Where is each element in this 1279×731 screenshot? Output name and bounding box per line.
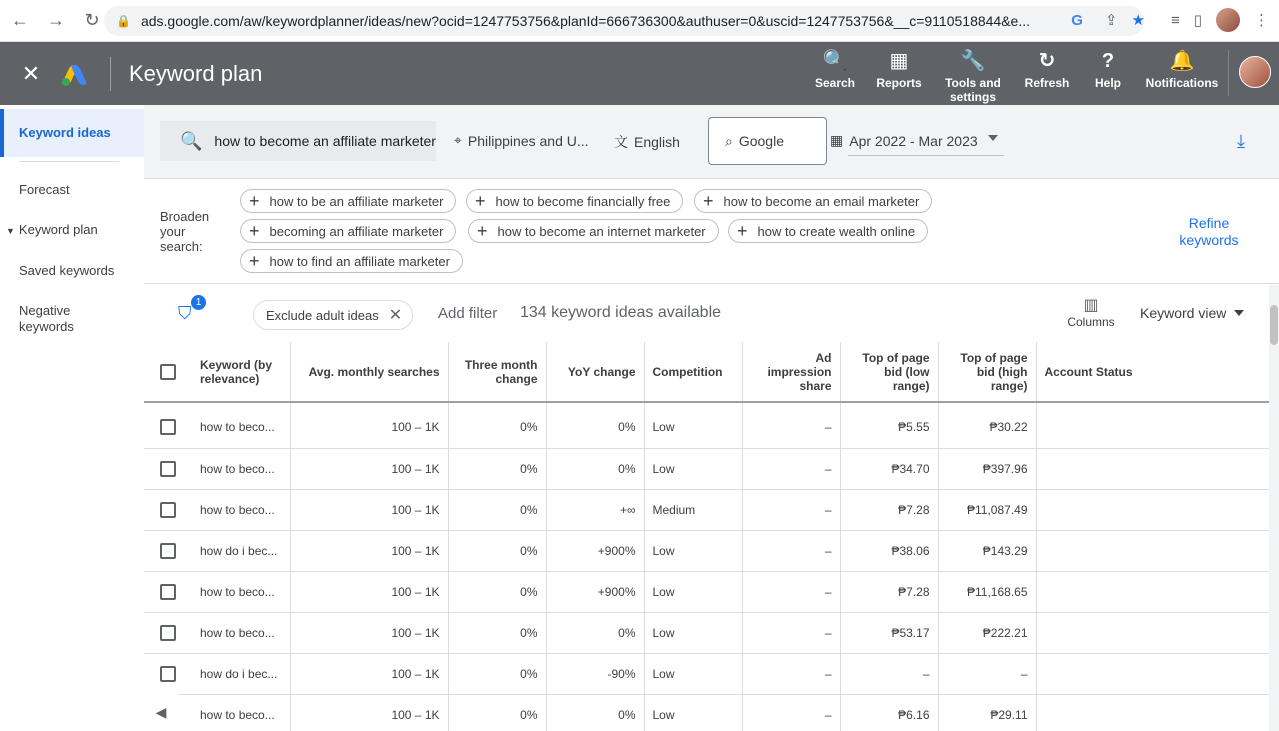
row-checkbox-cell[interactable]: [144, 407, 192, 448]
bell-icon: 🔔: [1169, 50, 1195, 72]
three-month-change-cell: 0%: [448, 694, 546, 731]
table-row[interactable]: [144, 407, 1269, 448]
plus-icon: +: [475, 191, 486, 211]
dropdown-arrow-icon: [1234, 310, 1244, 316]
reports-icon: ▦: [889, 50, 909, 72]
address-bar[interactable]: [104, 6, 1144, 36]
row-checkbox-cell[interactable]: [144, 653, 192, 694]
three-month-change-cell: 0%: [448, 571, 546, 612]
bid-low-cell: –: [840, 653, 938, 694]
column-header-yoy-change[interactable]: YoY change: [546, 342, 644, 402]
three-month-change-cell: 0%: [448, 653, 546, 694]
row-checkbox[interactable]: [160, 584, 176, 600]
avg-searches-cell: 100 – 1K: [290, 694, 448, 731]
keyword-cell[interactable]: how to beco...: [192, 407, 290, 448]
broaden-chip[interactable]: + how to find an affiliate marketer: [240, 249, 463, 273]
date-dropdown-arrow-icon[interactable]: [988, 135, 998, 141]
avg-searches-cell: 100 – 1K: [290, 571, 448, 612]
bookmark-star-icon[interactable]: ★: [1131, 12, 1145, 29]
column-header-competition[interactable]: Competition: [644, 342, 742, 402]
account-status-cell: [1036, 407, 1269, 448]
bid-low-cell: ₱34.70: [840, 448, 938, 489]
competition-cell: Low: [644, 571, 742, 612]
bid-high-cell: ₱11,168.65: [938, 571, 1036, 612]
share-icon[interactable]: ⇪: [1104, 12, 1118, 29]
avg-searches-cell: 100 – 1K: [290, 530, 448, 571]
account-status-cell: [1036, 489, 1269, 530]
row-checkbox[interactable]: [160, 543, 176, 559]
forward-arrow-icon[interactable]: →: [47, 10, 65, 30]
column-header-avg-searches[interactable]: Avg. monthly searches: [290, 342, 448, 402]
keyword-cell[interactable]: how to beco...: [192, 694, 290, 731]
add-filter-button[interactable]: Add filter: [438, 305, 498, 322]
app-header: [0, 42, 1279, 105]
keyword-cell[interactable]: how to beco...: [192, 448, 290, 489]
bid-low-cell: ₱5.55: [840, 407, 938, 448]
broaden-chip[interactable]: + how to create wealth online: [728, 219, 928, 243]
row-checkbox[interactable]: [160, 666, 176, 682]
ad-impression-share-cell: –: [742, 530, 840, 571]
plus-icon: +: [249, 191, 260, 211]
header-divider: [110, 57, 111, 91]
avg-searches-cell: 100 – 1K: [290, 448, 448, 489]
table-row[interactable]: [144, 653, 1269, 694]
plus-icon: +: [477, 221, 488, 241]
row-checkbox-cell[interactable]: [144, 530, 192, 571]
table-row[interactable]: [144, 489, 1269, 530]
lock-icon: 🔒: [116, 14, 131, 28]
refresh-icon: ↻: [1038, 50, 1056, 72]
bid-high-cell: ₱29.11: [938, 694, 1036, 731]
competition-cell: Low: [644, 612, 742, 653]
vertical-scrollbar[interactable]: [1269, 285, 1279, 731]
broaden-chip[interactable]: + how to become financially free: [466, 189, 683, 213]
account-status-cell: [1036, 612, 1269, 653]
column-header-bid-high[interactable]: Top of page bid (high range): [938, 342, 1036, 402]
keyword-ideas-table: [144, 342, 1269, 731]
scrollbar-thumb[interactable]: [1270, 305, 1278, 345]
sidebar-item-keyword-ideas[interactable]: Keyword ideas: [0, 109, 144, 157]
table-row[interactable]: [144, 571, 1269, 612]
account-status-cell: [1036, 653, 1269, 694]
bid-low-cell: ₱53.17: [840, 612, 938, 653]
location-selector[interactable]: ⌖ Philippines and U...: [454, 132, 589, 149]
page-title: Keyword plan: [129, 60, 263, 86]
notifications-button[interactable]: 🔔 Notifications: [1145, 50, 1219, 90]
row-checkbox-cell[interactable]: [144, 489, 192, 530]
sidebar-item-negative-keywords[interactable]: Negative keywords: [19, 303, 74, 334]
ad-impression-share-cell: –: [742, 653, 840, 694]
reports-button[interactable]: ▦ Reports: [876, 50, 922, 90]
close-icon[interactable]: ✕: [21, 60, 41, 86]
menu-dots-icon[interactable]: ⋮: [1254, 12, 1269, 29]
account-status-cell: [1036, 448, 1269, 489]
columns-icon: ▥: [1083, 297, 1099, 314]
filter-count-badge: 1: [191, 295, 206, 310]
competition-cell: Low: [644, 653, 742, 694]
row-checkbox[interactable]: [160, 419, 176, 435]
avg-searches-cell: 100 – 1K: [290, 407, 448, 448]
ideas-count-text: 134 keyword ideas available: [520, 304, 722, 321]
exclude-adult-filter-chip[interactable]: Exclude adult ideas ✕: [253, 300, 413, 330]
search-network-selector[interactable]: ⌕ Google: [708, 117, 827, 165]
keyword-view-dropdown[interactable]: Keyword view: [1140, 305, 1244, 321]
bid-high-cell: ₱30.22: [938, 407, 1036, 448]
ad-impression-share-cell: –: [742, 407, 840, 448]
filter-bar: [144, 285, 1269, 342]
ad-impression-share-cell: –: [742, 612, 840, 653]
yoy-change-cell: 0%: [546, 448, 644, 489]
three-month-change-cell: 0%: [448, 448, 546, 489]
broaden-chip[interactable]: + becoming an affiliate marketer: [240, 219, 456, 243]
bid-low-cell: ₱38.06: [840, 530, 938, 571]
competition-cell: Low: [644, 530, 742, 571]
search-settings-bar: [144, 105, 1279, 179]
yoy-change-cell: -90%: [546, 653, 644, 694]
date-range-selector[interactable]: ▦ Apr 2022 - Mar 2023: [830, 132, 978, 149]
account-status-cell: [1036, 694, 1269, 731]
tools-settings-button[interactable]: 🔧 Tools and settings: [945, 50, 1001, 104]
sidebar-item-saved-keywords[interactable]: Saved keywords: [19, 263, 115, 278]
columns-button[interactable]: ▥ Columns: [1067, 297, 1115, 329]
row-checkbox[interactable]: [160, 461, 176, 477]
bid-high-cell: –: [938, 653, 1036, 694]
sidebar-item-forecast[interactable]: Forecast: [19, 182, 70, 197]
keyword-cell[interactable]: how to beco...: [192, 612, 290, 653]
column-header-three-month-change[interactable]: Three month change: [448, 342, 546, 402]
wrench-icon: 🔧: [960, 50, 986, 72]
scroll-left-arrow-icon[interactable]: ◀: [144, 694, 178, 731]
column-header-account-status[interactable]: Account Status: [1036, 342, 1269, 402]
search-network-icon: ⌕: [725, 132, 733, 149]
ad-impression-share-cell: –: [742, 489, 840, 530]
side-panel-icon[interactable]: ▯: [1193, 12, 1202, 29]
google-ads-logo: [62, 63, 90, 85]
row-checkbox-cell[interactable]: [144, 448, 192, 489]
back-arrow-icon[interactable]: ←: [11, 10, 29, 30]
header-tools: [804, 42, 1279, 105]
ad-impression-share-cell: –: [742, 571, 840, 612]
refresh-button[interactable]: ↻ Refresh: [1024, 50, 1070, 90]
download-icon[interactable]: ⤓: [1237, 131, 1245, 151]
keyword-cell[interactable]: how to beco...: [192, 571, 290, 612]
avg-searches-cell: 100 – 1K: [290, 489, 448, 530]
search-button[interactable]: 🔍 Search: [814, 50, 856, 90]
three-month-change-cell: 0%: [448, 407, 546, 448]
help-button[interactable]: ? Help: [1094, 50, 1121, 90]
column-header-keyword[interactable]: Keyword (by relevance): [192, 342, 290, 402]
table-header-row: [144, 342, 1269, 402]
close-icon[interactable]: ✕: [388, 307, 403, 324]
search-icon: 🔍: [180, 130, 203, 151]
bid-low-cell: ₱7.28: [840, 571, 938, 612]
three-month-change-cell: 0%: [448, 612, 546, 653]
avg-searches-cell: 100 – 1K: [290, 612, 448, 653]
bid-high-cell: ₱397.96: [938, 448, 1036, 489]
row-checkbox[interactable]: [160, 625, 176, 641]
filter-icon[interactable]: ⛉: [178, 303, 192, 323]
search-icon: 🔍: [822, 50, 848, 72]
three-month-change-cell: 0%: [448, 530, 546, 571]
media-icon[interactable]: ≡: [1170, 11, 1180, 29]
url-text: ads.google.com/aw/keywordplanner/ideas/new?ocid=1247753756&planId=666736300&authuser=0&uscid=1247753756&__c=9110518844&e...: [140, 13, 1031, 29]
competition-cell: Low: [644, 448, 742, 489]
broaden-chip[interactable]: + how to become an internet marketer: [468, 219, 719, 243]
three-month-change-cell: 0%: [448, 489, 546, 530]
keyword-cell[interactable]: how do i bec...: [192, 653, 290, 694]
help-icon: ?: [1101, 50, 1115, 72]
column-header-bid-low[interactable]: Top of page bid (low range): [840, 342, 938, 402]
account-avatar[interactable]: [1239, 56, 1271, 88]
bid-low-cell: ₱6.16: [840, 694, 938, 731]
yoy-change-cell: +900%: [546, 571, 644, 612]
keyword-cell[interactable]: how do i bec...: [192, 530, 290, 571]
broaden-search-panel: [144, 179, 1279, 284]
bid-high-cell: ₱143.29: [938, 530, 1036, 571]
plus-icon: +: [249, 221, 260, 241]
sidebar: [0, 105, 144, 731]
competition-cell: Low: [644, 407, 742, 448]
column-header-ad-impression-share[interactable]: Ad impression share: [742, 342, 840, 402]
bid-high-cell: ₱11,087.49: [938, 489, 1036, 530]
yoy-change-cell: 0%: [546, 694, 644, 731]
yoy-change-cell: +∞: [546, 489, 644, 530]
row-checkbox[interactable]: [160, 502, 176, 518]
date-range-underline: [848, 155, 1004, 156]
calendar-icon: ▦: [830, 132, 844, 148]
location-pin-icon: ⌖: [454, 132, 462, 148]
yoy-change-cell: 0%: [546, 612, 644, 653]
broaden-label: Broaden your search:: [160, 209, 210, 254]
select-all-checkbox[interactable]: [160, 364, 176, 380]
bid-low-cell: ₱7.28: [840, 489, 938, 530]
table-row[interactable]: [144, 612, 1269, 653]
yoy-change-cell: +900%: [546, 530, 644, 571]
row-checkbox-cell[interactable]: [144, 612, 192, 653]
language-selector[interactable]: 文 English: [614, 134, 680, 150]
broaden-chip[interactable]: + how to be an affiliate marketer: [240, 189, 456, 213]
table-row[interactable]: [144, 448, 1269, 489]
header-tools-divider: [1228, 50, 1229, 96]
competition-cell: Low: [644, 694, 742, 731]
browser-toolbar: [0, 0, 1279, 42]
account-status-cell: [1036, 530, 1269, 571]
row-checkbox-cell[interactable]: [144, 571, 192, 612]
avg-searches-cell: 100 – 1K: [290, 653, 448, 694]
profile-avatar[interactable]: [1216, 8, 1240, 32]
sidebar-divider: [19, 161, 119, 162]
select-all-checkbox-cell[interactable]: [144, 342, 192, 402]
keyword-cell[interactable]: how to beco...: [192, 489, 290, 530]
ad-impression-share-cell: –: [742, 694, 840, 731]
plus-icon: +: [249, 251, 260, 271]
reload-icon[interactable]: ↻: [84, 10, 100, 30]
google-icon[interactable]: G: [1071, 11, 1083, 29]
keyword-search-field[interactable]: 🔍 how to become an affiliate marketer: [160, 121, 436, 161]
caret-down-icon: ▼: [6, 226, 15, 236]
yoy-change-cell: 0%: [546, 407, 644, 448]
table-row[interactable]: [144, 694, 1269, 731]
refine-keywords-button[interactable]: Refine keywords: [1179, 215, 1239, 248]
translate-icon: 文: [614, 134, 628, 150]
ad-impression-share-cell: –: [742, 448, 840, 489]
plus-icon: +: [703, 191, 714, 211]
competition-cell: Medium: [644, 489, 742, 530]
sidebar-item-keyword-plan[interactable]: ▼ Keyword plan: [6, 222, 98, 237]
plus-icon: +: [737, 221, 748, 241]
table-row[interactable]: [144, 530, 1269, 571]
account-status-cell: [1036, 571, 1269, 612]
browser-actions: [1071, 8, 1269, 32]
broaden-chip[interactable]: + how to become an email marketer: [694, 189, 932, 213]
bid-high-cell: ₱222.21: [938, 612, 1036, 653]
